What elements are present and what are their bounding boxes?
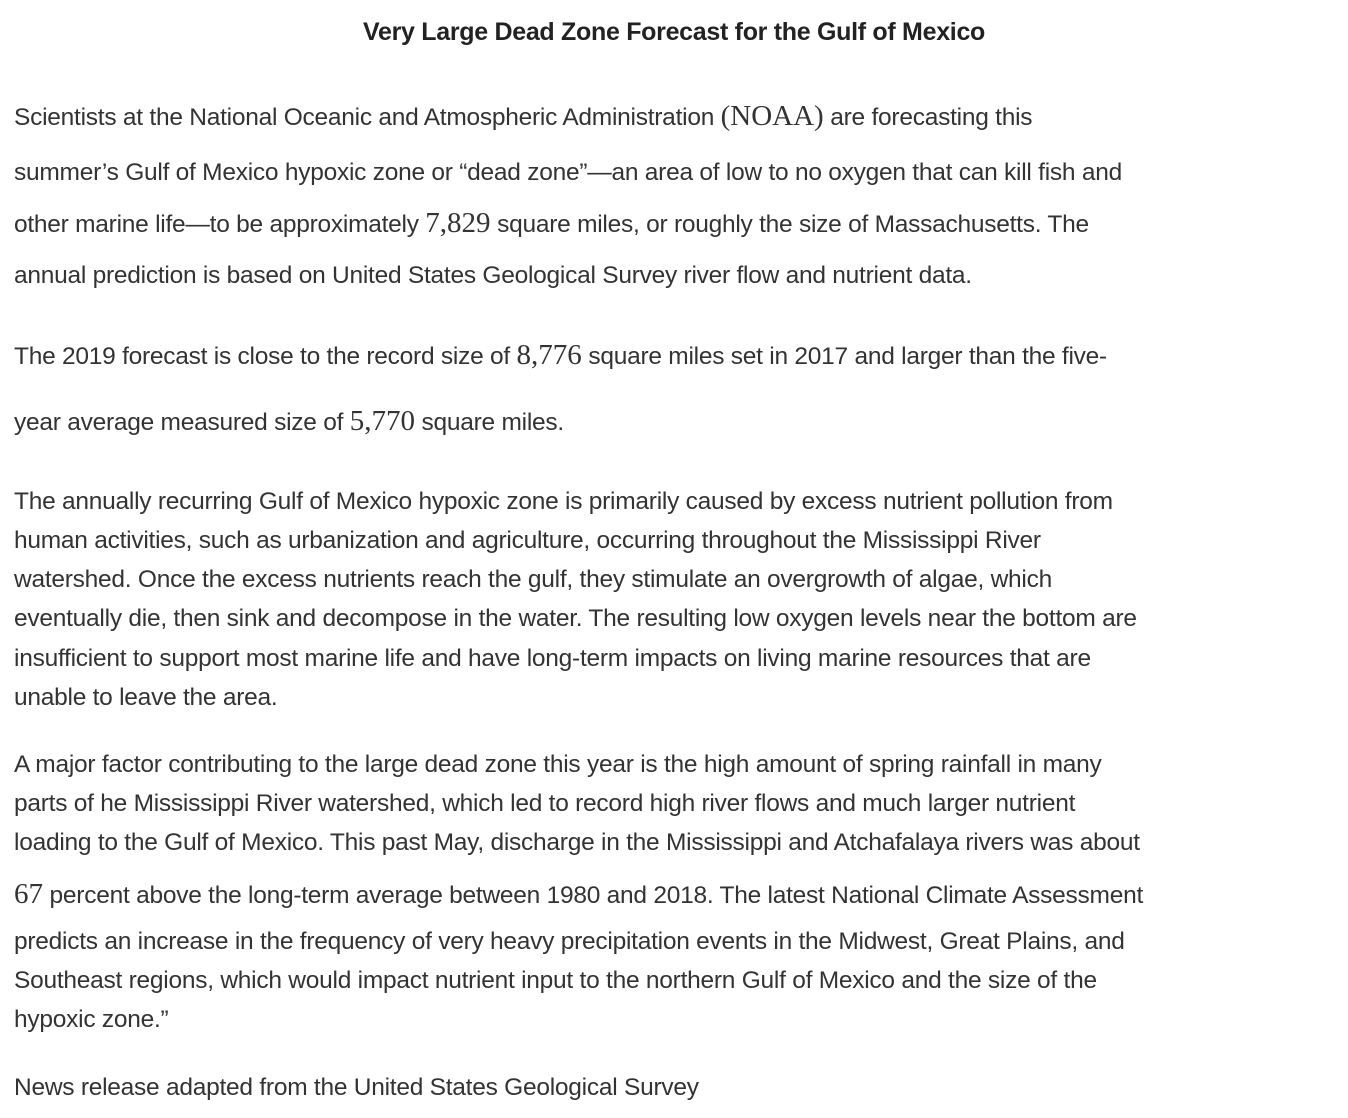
text-line: predicts an increase in the frequency of very heavy precipitation events in the Midwest, Great Plains, and xyxy=(14,928,1125,955)
text: square miles, or roughly the size of Massachusetts. The xyxy=(490,211,1089,238)
text-line xyxy=(14,101,1032,133)
text-line: insufficient to support most marine life and have long-term impacts on living marine resources that are xyxy=(14,645,1091,672)
text-line: unable to leave the area. xyxy=(14,684,278,711)
math-average-size: 5,770 xyxy=(349,405,415,437)
text-line: summer’s Gulf of Mexico hypoxic zone or “dead zone”—an area of low to no oxygen that can kill fish and xyxy=(14,159,1122,186)
text-line: loading to the Gulf of Mexico. This past May, discharge in the Mississippi and Atchafalaya rivers was about xyxy=(14,829,1140,856)
text-line xyxy=(14,208,1089,240)
text-line xyxy=(14,879,1143,911)
math-percent: 67 xyxy=(14,878,43,910)
text-line: watershed. Once the excess nutrients reach the gulf, they stimulate an overgrowth of algae, which xyxy=(14,566,1052,593)
text-line xyxy=(14,340,1107,372)
source-note: News release adapted from the United States Geological Survey xyxy=(14,1074,699,1101)
math-forecast-size: 7,829 xyxy=(425,207,491,239)
text-line: annual prediction is based on United States Geological Survey river flow and nutrient data. xyxy=(14,262,972,289)
text-line: human activities, such as urbanization and agriculture, occurring throughout the Mississippi River xyxy=(14,527,1041,554)
text: Scientists at the National Oceanic and Atmospheric Administration xyxy=(14,104,721,131)
text-line: hypoxic zone.” xyxy=(14,1006,169,1033)
text-line: Southeast regions, which would impact nutrient input to the northern Gulf of Mexico and the size of the xyxy=(14,967,1097,994)
text-line xyxy=(14,406,564,438)
text-line: eventually die, then sink and decompose in the water. The resulting low oxygen levels near the bottom are xyxy=(14,605,1137,632)
text: square miles. xyxy=(414,409,564,436)
text: square miles set in 2017 and larger than the five- xyxy=(581,343,1107,370)
text-line: parts of he Mississippi River watershed, which led to record high river flows and much larger nutrient xyxy=(14,790,1076,817)
text: The 2019 forecast is close to the record size of xyxy=(14,343,517,370)
text: year average measured size of xyxy=(14,409,350,436)
text: other marine life—to be approximately xyxy=(14,211,426,238)
text-line: A major factor contributing to the large dead zone this year is the high amount of spring rainfall in many xyxy=(14,751,1102,778)
math-record-size: 8,776 xyxy=(516,339,582,371)
math-noaa: (NOAA) xyxy=(720,100,824,132)
text-line: The annually recurring Gulf of Mexico hypoxic zone is primarily caused by excess nutrient pollution from xyxy=(14,488,1113,515)
article-title: Very Large Dead Zone Forecast for the Gulf of Mexico xyxy=(362,18,986,46)
text: percent above the long-term average between 1980 and 2018. The latest National Climate Assessment xyxy=(43,882,1144,909)
text: are forecasting this xyxy=(823,104,1033,131)
